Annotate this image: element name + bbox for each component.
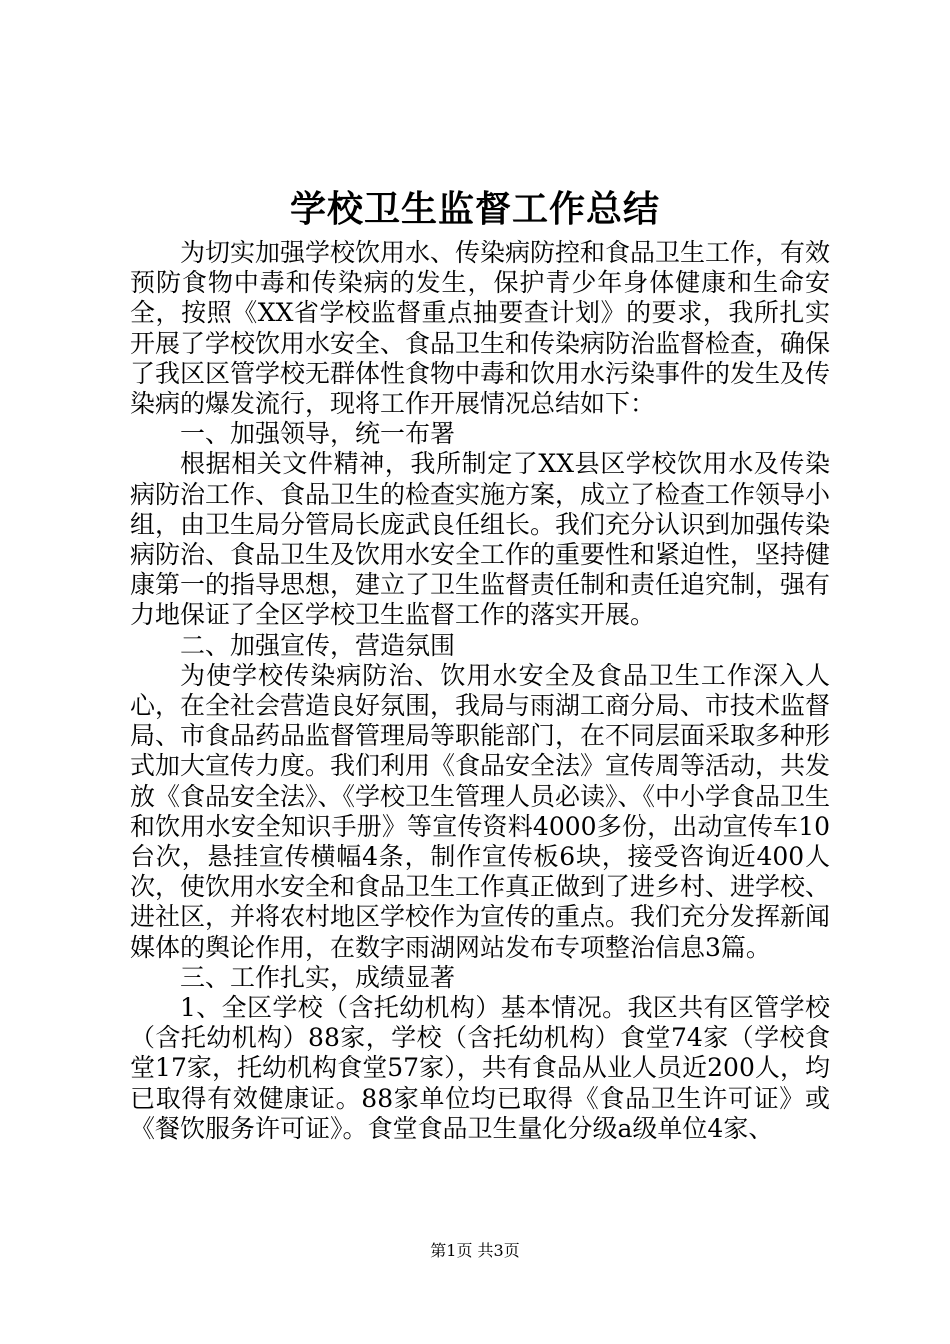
document-body	[130, 238, 830, 1144]
paragraph-section-1: 根据相关文件精神，我所制定了XX县区学校饮用水及传染病防治工作、食品卫生的检查实施方案，成立了检查工作领导小组，由卫生局分管局长庞武良任组长。我们充分认识到加强传染病防治、食品卫生及饮用水安全工作的重要性和紧迫性，坚持健康第一的指导思想，建立了卫生监督责任制和责任追究制，强有力地保证了全区学校卫生监督工作的落实开展。	[130, 449, 831, 630]
document-title: 学校卫生监督工作总结	[289, 188, 660, 230]
section-heading-3: 三、工作扎实，成绩显著	[180, 962, 456, 992]
paragraph-section-2: 为使学校传染病防治、饮用水安全及食品卫生工作深入人心，在全社会营造良好氛围，我局与雨湖工商分局、市技术监督局、市食品药品监督管理局等职能部门，在不同层面采取多种形式加大宣传力度。我们利用《食品安全法》宣传周等活动，共发放《食品安全法》、《学校卫生管理人员必读》、《中小学食品卫生和饮用水安全知识手册》等宣传资料4000多份，出动宣传车10台次，悬挂宣传横幅4条，制作宣传板6块，接受咨询近400人次，使饮用水安全和食品卫生工作真正做到了进乡村、进学校、进社区，并将农村地区学校作为宣传的重点。我们充分发挥新闻媒体的舆论作用，在数字雨湖网站发布专项整治信息3篇。	[130, 660, 831, 962]
section-heading-1: 一、加强领导，统一布署	[180, 419, 456, 449]
paragraph-intro: 为切实加强学校饮用水、传染病防控和食品卫生工作，有效预防食物中毒和传染病的发生，保护青少年身体健康和生命安全，按照《XX省学校监督重点抽要查计划》的要求，我所扎实开展了学校饮用水安全、食品卫生和传染病防治监督检查，确保了我区区管学校无群体性食物中毒和饮用水污染事件的发生及传染病的爆发流行，现将工作开展情况总结如下：	[130, 238, 831, 419]
section-heading-2: 二、加强宣传，营造氛围	[180, 630, 456, 660]
page-footer: 第1页 共3页	[430, 1241, 520, 1260]
paragraph-section-3-item-1: 1、全区学校（含托幼机构）基本情况。我区共有区管学校（含托幼机构）88家，学校（含托幼机构）食堂74家（学校食堂17家，托幼机构食堂57家），共有食品从业人员近200人，均已取得有效健康证。88家单位均已取得《食品卫生许可证》或《餐饮服务许可证》。食堂食品卫生量化分级a级单位4家、	[130, 993, 830, 1143]
